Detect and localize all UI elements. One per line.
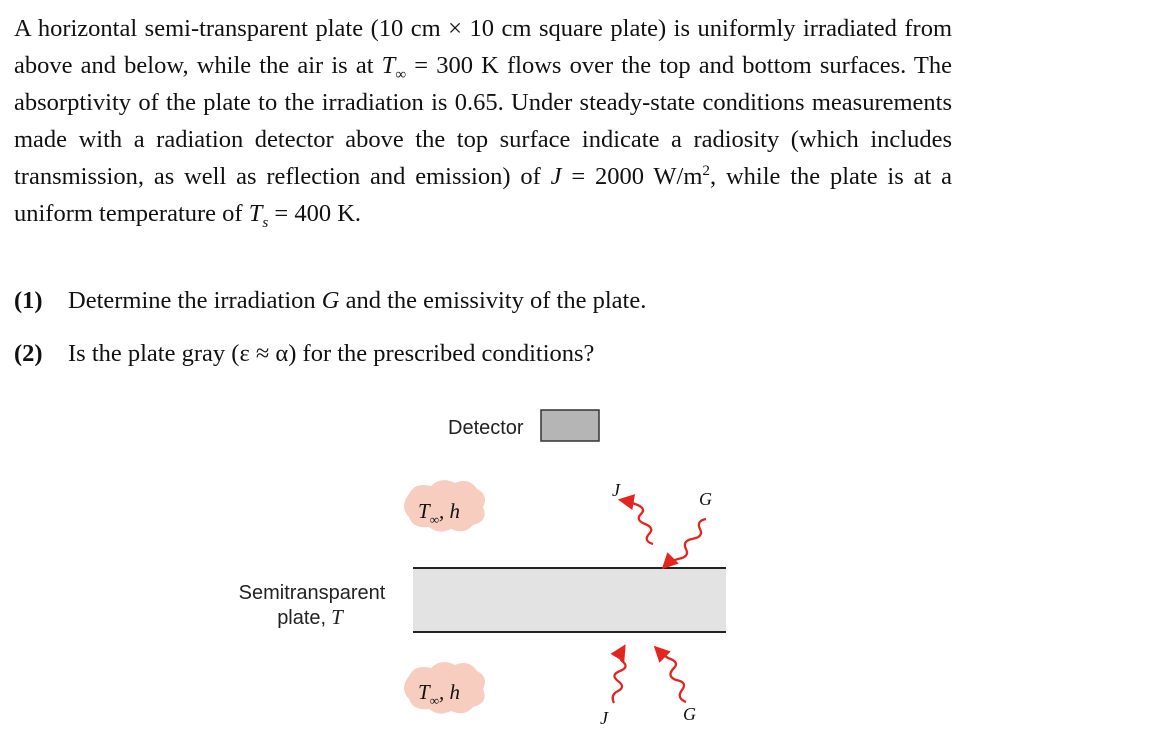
plate-label-line1: Semitransparent bbox=[238, 582, 386, 604]
g-label-bottom: G bbox=[683, 704, 696, 724]
ts-symbol: T bbox=[248, 200, 263, 227]
air-bottom-label: $T_\infty$, h bbox=[418, 680, 460, 708]
g-label-top: G bbox=[699, 489, 712, 509]
j-label-top: J bbox=[612, 480, 620, 500]
detector-label: Detector bbox=[448, 417, 524, 439]
j-exponent: 2 bbox=[702, 161, 710, 179]
j-symbol: J bbox=[550, 163, 562, 190]
ts-subscript: s bbox=[262, 213, 269, 231]
irradiation-arrow-bottom bbox=[656, 648, 686, 702]
problem-intro: A horizontal semi-transparent plate (10 cm × 10 cm square plate) is uniformly irradiated from above and below, while the air is at bbox=[14, 15, 952, 79]
g-symbol: G bbox=[321, 287, 340, 314]
ts-value: = 400 K. bbox=[274, 200, 362, 227]
question-text-pre: Determine the irradiation bbox=[68, 287, 316, 314]
air-top-label: $T_\infty$, h bbox=[418, 499, 460, 527]
j-value: = 2000 W/m bbox=[571, 163, 703, 190]
t-inf-symbol: T bbox=[381, 52, 396, 79]
problem-after-tinf: = 300 K flows over the top and bottom surfaces. The absorptivity of the plate to the irradiation is 0.65. Under steady-state conditions measurements made with a radiation detector above the top surface indicate a radiosity (which includes transmission, as well as reflection and emission) of bbox=[14, 52, 953, 190]
j-label-bottom: J bbox=[600, 708, 608, 728]
question-number: (1) bbox=[14, 287, 43, 314]
plate-body bbox=[413, 568, 726, 632]
radiosity-arrow-bottom bbox=[613, 647, 626, 703]
question-text-pre: Is the plate gray bbox=[68, 340, 226, 367]
t-inf-subscript: ∞ bbox=[395, 65, 407, 83]
irradiation-arrow-top bbox=[664, 519, 706, 567]
problem-after-j: , while the plate is at a uniform temperature of bbox=[14, 163, 953, 227]
detector-box bbox=[541, 410, 599, 441]
gray-expression: (ε ≈ α) bbox=[231, 340, 297, 367]
question-text-post: and the emissivity of the plate. bbox=[345, 287, 647, 314]
question-number: (2) bbox=[14, 340, 43, 367]
plate-label-line2: plate, T bbox=[277, 605, 343, 629]
radiosity-arrow-top bbox=[621, 500, 653, 544]
question-text-post: for the prescribed conditions? bbox=[302, 340, 595, 367]
